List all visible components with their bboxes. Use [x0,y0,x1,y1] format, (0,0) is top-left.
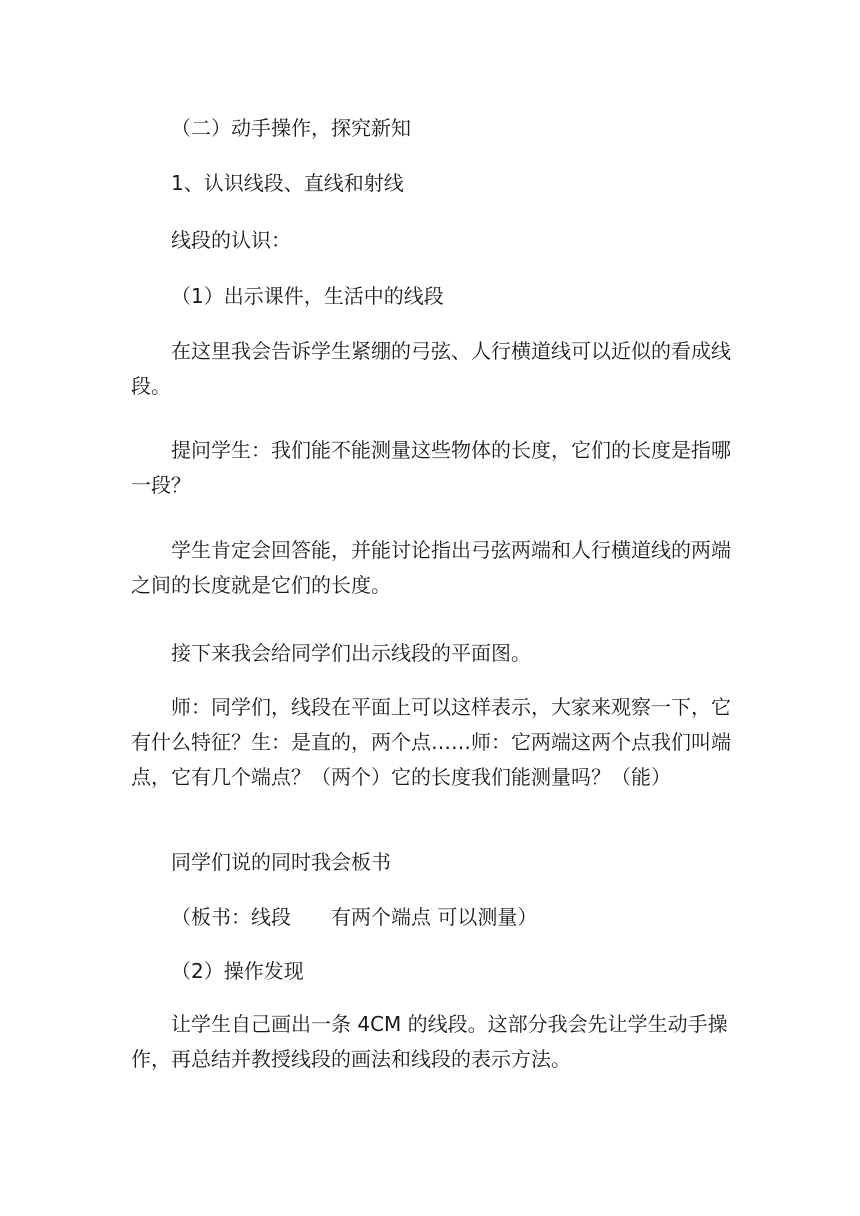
body-paragraph: 让学生自己画出一条 4CM 的线段。这部分我会先让学生动手操作，再总结并教授线段的画法和线段的表示方法。 [131,1012,728,1071]
topic-heading: 线段的认识： [171,228,291,252]
body-paragraph: 师：同学们，线段在平面上可以这样表示，大家来观察一下，它有什么特征？生：是直的，两个点……师：它两端这两个点我们叫端点，它有几个端点？（两个）它的长度我们能测量吗？（能） [131,695,731,789]
subsection-heading: 1、认识线段、直线和射线 [171,171,404,195]
section-heading: （二）动手操作，探究新知 [171,116,411,140]
body-paragraph: 同学们说的同时我会板书 [171,850,391,874]
body-paragraph: 学生肯定会回答能，并能讨论指出弓弦两端和人行横道线的两端之间的长度就是它们的长度。 [131,538,731,597]
body-paragraph: 在这里我会告诉学生紧绷的弓弦、人行横道线可以近似的看成线段。 [131,339,731,398]
body-paragraph: 提问学生：我们能不能测量这些物体的长度，它们的长度是指哪一段？ [131,438,731,497]
step-heading: （1）出示课件，生活中的线段 [171,284,444,308]
step-heading: （2）操作发现 [171,959,304,983]
blackboard-note: （板书：线段 有两个端点 可以测量） [171,905,538,929]
body-paragraph: 接下来我会给同学们出示线段的平面图。 [171,641,531,665]
